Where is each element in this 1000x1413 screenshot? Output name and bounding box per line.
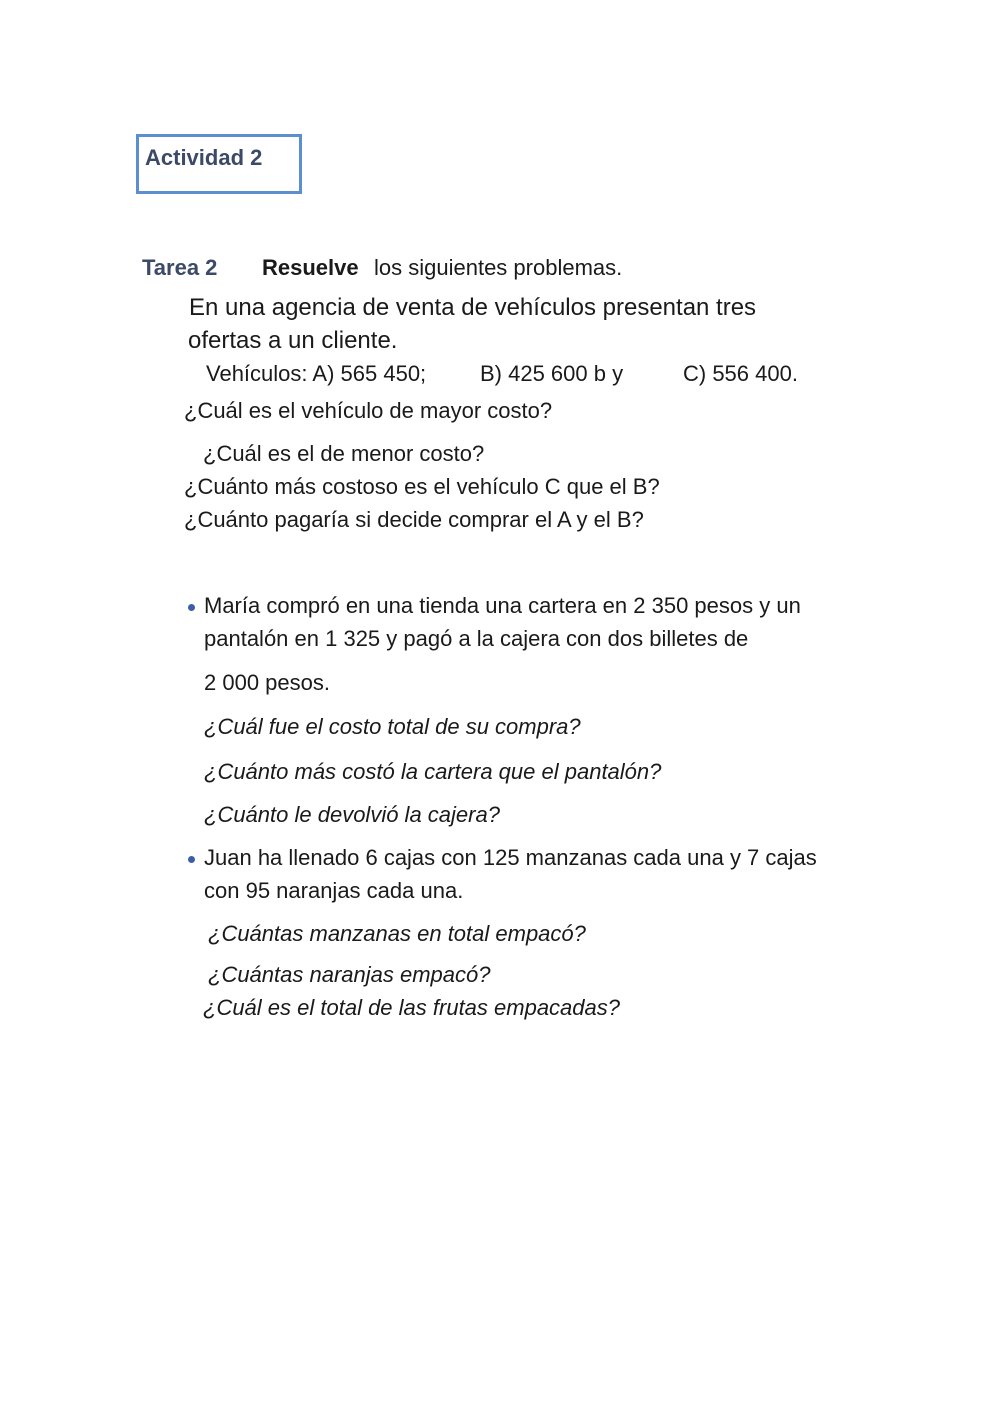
problem-1-line-1: En una agencia de venta de vehículos presentan tres [189,294,757,321]
problem-3-question: ¿Cuántas manzanas en total empacó? [208,921,586,946]
bullet-icon [188,856,195,863]
problem-2-question: ¿Cuánto más costó la cartera que el pantalón? [204,759,662,784]
problem-2-question: ¿Cuál fue el costo total de su compra? [204,714,581,739]
vehicle-a: Vehículos: A) 565 450; [206,361,427,386]
problem-1-question: ¿Cuánto pagaría si decide comprar el A y el B? [184,507,644,532]
activity-title: Actividad 2 [145,145,263,170]
problem-3-line-2: con 95 naranjas cada una. [204,878,464,903]
problem-1-question: ¿Cuál es el vehículo de mayor costo? [184,398,553,423]
vehicle-c: C) 556 400. [683,361,798,386]
activity-box [136,134,302,194]
task-label: Tarea 2 [142,255,218,280]
vehicle-b: B) 425 600 b y [480,361,624,386]
problem-3-question: ¿Cuántas naranjas empacó? [208,962,491,987]
problem-3-question: ¿Cuál es el total de las frutas empacadas? [203,995,621,1020]
problem-1-question: ¿Cuánto más costoso es el vehículo C que el B? [184,474,660,499]
problem-2-line-1: María compró en una tienda una cartera en 2 350 pesos y un [204,593,801,618]
problem-1-question: ¿Cuál es el de menor costo? [203,441,485,466]
task-instruction: los siguientes problemas. [374,255,623,280]
problem-2-question: ¿Cuánto le devolvió la cajera? [204,802,500,827]
bullet-icon [188,604,195,611]
problem-2-line-2: pantalón en 1 325 y pagó a la cajera con dos billetes de [204,626,749,651]
problem-1-line-2: ofertas a un cliente. [188,327,398,354]
problem-3-line-1: Juan ha llenado 6 cajas con 125 manzanas cada una y 7 cajas [204,845,817,870]
problem-2-line-3: 2 000 pesos. [204,670,330,695]
task-verb: Resuelve [262,255,359,280]
